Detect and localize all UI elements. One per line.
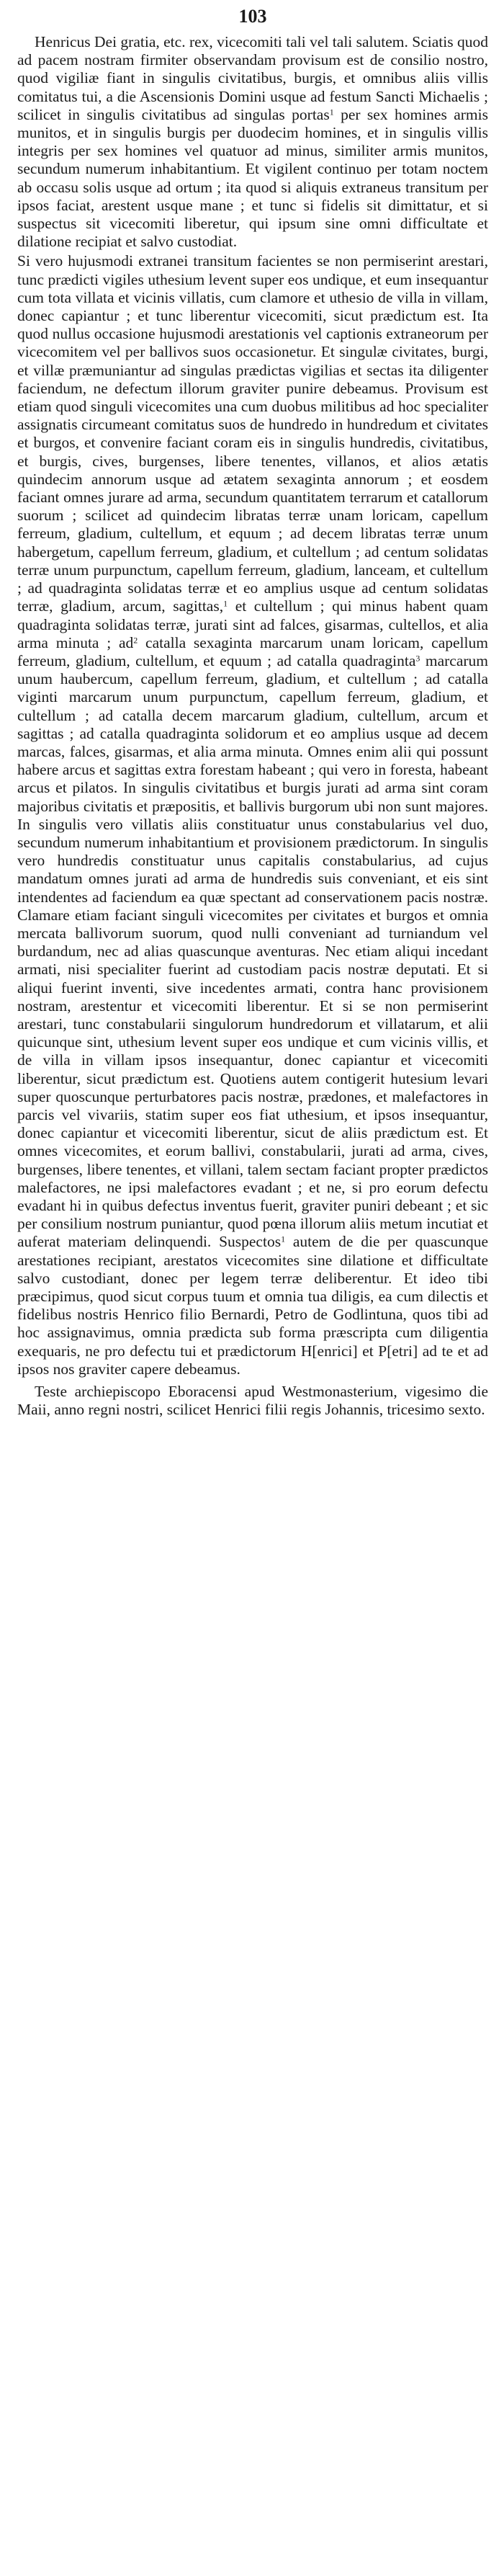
paragraph-provisions [17, 252, 488, 1378]
footnote-marker: 2 [133, 635, 138, 646]
paragraph-text: catalla sexaginta marcarum unam loricam, capellum ferreum, gladium, cultellum, et equum ; ad catalla quadraginta [17, 633, 488, 669]
paragraph-text: Teste archiepiscopo Eboracensi apud Westmonasterium, vigesimo die Maii, anno regni nostri, scilicet Henrici filii regis Johannis, tricesimo sexto. [17, 1383, 488, 1419]
paragraph-teste-closing [17, 1383, 488, 1419]
footnote-marker: 3 [415, 653, 420, 664]
page-number: 103 [238, 6, 267, 27]
paragraph-text: autem de die per quascunque arestationes recipiant, arestatos vicecomites sine dilatione et difficultate salvo custodiant, donec per legem terræ deliberentur. Et ideo tibi præcipimus, quod sicut corpus tuum et omnia tua diligis, ea cum dilectis et fidelibus nostris Henrico filio Bernardi, Petro de Godlintuna, quos tibi ad hoc assignavimus, omnia prædicta sub forma præscripta cum diligentia exequaris, ne pro defectu tui et prædictorum H[enrici] et P[etri] ad te et ad ipsos nos graviter capere debeamus. [17, 1233, 489, 1378]
footnote-marker: 1 [223, 598, 228, 609]
document-body [17, 33, 488, 1419]
paragraph-text: Si vero hujusmodi extranei transitum facientes se non permiserint arestari, tunc prædicti vigiles uthesium levent super eos undique, et eum insequantur cum tota villata et vicinis villatis, cum clamore et uthesio de villa in villam, donec capiantur ; et tunc liberentur vicecomiti, sicut prædictum est. Ita quod nullus occasione hujusmodi arestationis vel captionis extraneorum per vicecomitem vel per ballivos suos occasionetur. Et singulæ civitates, burgi, et villæ præmuniantur ad singulas prædictas vigilias et sectas ita diligenter faciendum, ne defectum illorum graviter punire debeamus. Provisum est etiam quod singuli vicecomites una cum duobus militibus ad hoc specialiter assignatis circumeant comitatus suos de hundredo in hundredum et civitates et burgos, et convenire faciant coram eis in singulis hundredis, civitatibus, et burgis, cives, burgenses, libere tenentes, villanos, et alios ætatis quindecim annorum usque ad ætatem sexaginta annorum ; et eosdem faciant omnes jurare ad arma, secundum quantitatem terrarum et catallorum suorum ; scilicet ad quindecim libratas terræ unam loricam, capellum ferreum, gladium, cultellum, et equum ; ad decem libratas terræ unum habergetum, capellum ferreum, gladium, et cultellum ; ad centum solidatas terræ unum purpunctum, capellum ferreum, gladium, lanceam, et cultellum ; ad quadraginta solidatas terræ et eo amplius usque ad centum solidatas terræ, gladium, arcum, sagittas, [17, 252, 488, 615]
paragraph-text: per sex homines armis munitos, et in singulis burgis per duodecim homines, et in singulis villis integris per sex homines vel quatuor ad minus, similiter armis munitos, secundum numerum inhabitantium. Et vigilent continuo per totam noctem ab occasu solis usque ad ortum ; ita quod si aliquis extraneus transitum per ipsos faciat, arestent usque mane ; et tunc si fidelis sit dimittatur, et si suspectus sit vicecomiti liberetur, qui ipsum sine omni difficultate et dilatione recipiat et salvo custodiat. [17, 105, 488, 251]
paragraph-text: marcarum unum haubercum, capellum ferreum, gladium, et cultellum ; ad catalla viginti marcarum unum purpunctum, capellum ferreum, gladium, et cultellum ; ad catalla decem marcarum gladium, cultellum, arcum et sagittas ; ad catalla quadraginta solidorum et eo amplius usque ad decem marcas, falces, gisarmas, et alia arma minuta. Omnes enim alii qui possunt habere arcus et sagittas extra forestam habeant ; qui vero in foresta, habeant arcus et pilatos. In singulis civitatibus et burgis jurati ad arma sint coram majoribus civitatis et præpositis, et ballivis burgorum ubi non sunt majores. In singulis vero villatis aliis constituatur unus constabularius vel duo, secundum numerum inhabitantium et provisionem prædictorum. In singulis vero hundredis constituatur unus capitalis constabularius, ad cujus mandatum omnes jurati ad arma de hundredis suis conveniant, et eis sint intendentes ad faciendum ea quæ spectant ad conservationem pacis nostræ. Clamare etiam faciant singuli vicecomites per civitates et burgos et omnia mercata ballivorum suorum, quod nulli conveniant ad turniandum vel burdandum, nec ad alias quascunque aventuras. Nec etiam aliqui incedant armati, nisi specialiter fuerint ad custodiam pacis nostræ deputati. Et si aliqui fuerint inventi, sive incedentes armati, contra hanc provisionem nostram, arestentur et vicecomiti liberentur. Et si se non permiserint arestari, tunc constabularii singulorum hundredorum et villatarum, et alii quicunque sint, uthesium levent super eos undique et cum vicinis villis, et de villa in villam ipsos insequantur, donec capiantur et vicecomiti liberentur, sicut prædictum est. Quotiens autem contigerit hutesium levari super quoscunque perturbatores pacis nostræ, prædones, et malefactores in parcis vel vivariis, statim super eos fiat uthesium, et ipsos insequantur, donec capiantur et vicecomiti liberentur, sicut de aliis prædictum est. Et omnes vicecomites, et eorum ballivi, constabularii, jurati ad arma, cives, burgenses, libere tenentes, et villani, talem sectam faciant propter prædictos malefactores, ne ipsi malefactores evadant ; et ne, si pro eorum defectu evadant hi in quibus defectus inventus fuerit, graviter puniri debeant ; et sic per consilium nostrum puniantur, quod pœna illorum aliis metum incutiat et auferat materiam delinquendi. Suspectos [17, 651, 488, 1251]
paragraph-text: Henricus Dei gratia, etc. rex, vicecomiti tali vel tali salutem. Sciatis quod ad pacem nostram firmiter observandam provisum est de consilio nostro, quod vigiliæ fiant in singulis civitatibus, burgis, et omnibus aliis villis comitatus tui, a die Ascensionis Domini usque ad festum Sancti Michaelis ; scilicet in singulis civitatibus ad singulas portas [17, 33, 488, 123]
footnote-marker: 1 [281, 1234, 286, 1244]
paragraph-writ-opening [17, 33, 488, 251]
footnote-marker: 1 [329, 107, 334, 117]
paragraph-text: et cultellum ; qui minus habent quam quadraginta solidatas terræ, jurati sint ad falces, gisarmas, cultellos, et alia arma minuta ; ad [17, 597, 488, 651]
